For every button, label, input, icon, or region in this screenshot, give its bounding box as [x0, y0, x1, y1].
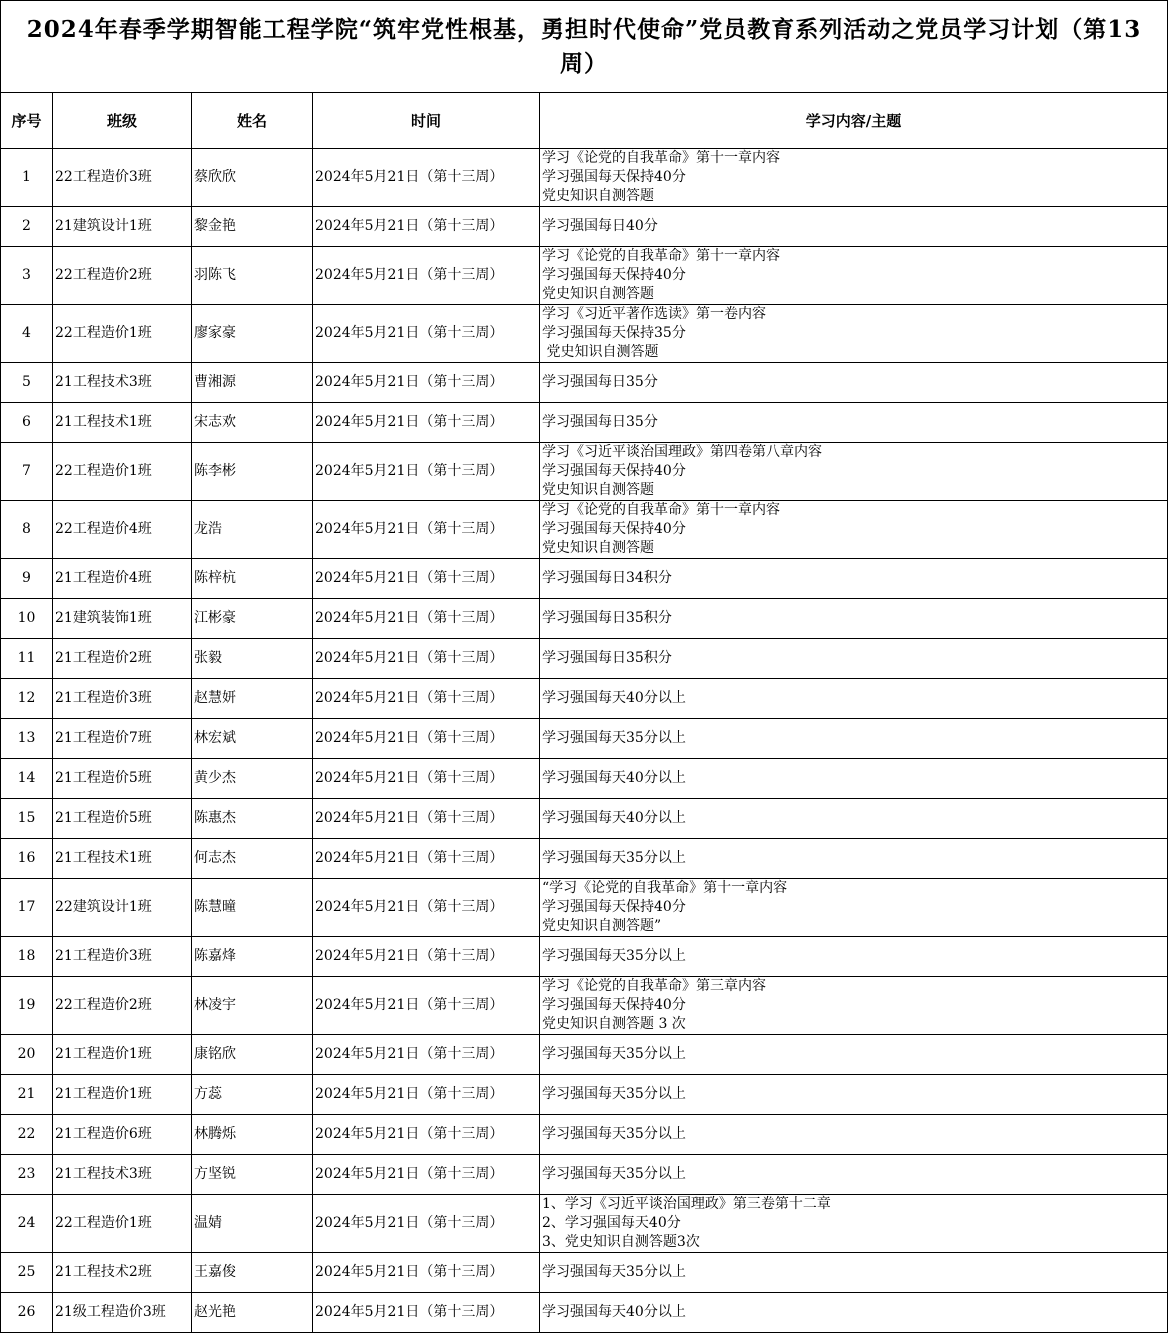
row-time: 2024年5月21日（第十三周） [313, 937, 540, 977]
row-name: 廖家豪 [192, 305, 313, 363]
row-time: 2024年5月21日（第十三周） [313, 759, 540, 799]
table-row [1, 839, 1168, 879]
table-row [1, 305, 1168, 363]
table-row [1, 1293, 1168, 1333]
row-index: 6 [1, 403, 53, 443]
row-index: 15 [1, 799, 53, 839]
row-index: 5 [1, 363, 53, 403]
row-time: 2024年5月21日（第十三周） [313, 799, 540, 839]
row-time: 2024年5月21日（第十三周） [313, 977, 540, 1035]
row-time: 2024年5月21日（第十三周） [313, 1115, 540, 1155]
row-name: 陈嘉烽 [192, 937, 313, 977]
table-row [1, 1253, 1168, 1293]
row-index: 8 [1, 501, 53, 559]
row-name: 方蕊 [192, 1075, 313, 1115]
row-time: 2024年5月21日（第十三周） [313, 1293, 540, 1333]
sheet-title: 2024年春季学期智能工程学院“筑牢党性根基，勇担时代使命”党员教育系列活动之党员学习计划（第13周） [1, 1, 1168, 93]
row-class: 22工程造价1班 [53, 305, 192, 363]
row-index: 21 [1, 1075, 53, 1115]
row-content: 学习《论党的自我革命》第十一章内容 学习强国每天保持40分 党史知识自测答题 [540, 149, 1168, 207]
row-name: 黄少杰 [192, 759, 313, 799]
row-index: 11 [1, 639, 53, 679]
table-row [1, 719, 1168, 759]
table-row [1, 1035, 1168, 1075]
row-name: 张毅 [192, 639, 313, 679]
row-class: 21工程技术1班 [53, 403, 192, 443]
row-content: 学习《论党的自我革命》第十一章内容 学习强国每天保持40分 党史知识自测答题 [540, 247, 1168, 305]
row-name: 温婧 [192, 1195, 313, 1253]
row-time: 2024年5月21日（第十三周） [313, 1035, 540, 1075]
row-content: 学习强国每天35分以上 [540, 1115, 1168, 1155]
row-index: 26 [1, 1293, 53, 1333]
row-class: 21工程技术3班 [53, 363, 192, 403]
row-name: 蔡欣欣 [192, 149, 313, 207]
row-index: 7 [1, 443, 53, 501]
row-name: 羽陈飞 [192, 247, 313, 305]
row-name: 黎金艳 [192, 207, 313, 247]
row-name: 康铭欣 [192, 1035, 313, 1075]
row-name: 林腾烁 [192, 1115, 313, 1155]
row-time: 2024年5月21日（第十三周） [313, 247, 540, 305]
row-content: 学习强国每天35分以上 [540, 1075, 1168, 1115]
table-row [1, 1075, 1168, 1115]
row-content: 学习强国每天35分以上 [540, 719, 1168, 759]
row-index: 10 [1, 599, 53, 639]
row-content: 学习强国每日35分 [540, 363, 1168, 403]
row-class: 21工程造价3班 [53, 679, 192, 719]
row-content: 学习强国每日35积分 [540, 599, 1168, 639]
row-name: 方坚锐 [192, 1155, 313, 1195]
row-content: 学习强国每日34积分 [540, 559, 1168, 599]
row-name: 龙浩 [192, 501, 313, 559]
table-row [1, 759, 1168, 799]
row-index: 16 [1, 839, 53, 879]
row-content: 学习《习近平谈治国理政》第四卷第八章内容 学习强国每天保持40分 党史知识自测答题 [540, 443, 1168, 501]
row-content: 学习强国每天40分以上 [540, 1293, 1168, 1333]
row-name: 林凌宇 [192, 977, 313, 1035]
row-content: 学习强国每天40分以上 [540, 679, 1168, 719]
row-index: 12 [1, 679, 53, 719]
table-row [1, 501, 1168, 559]
table-row [1, 1155, 1168, 1195]
table-row [1, 639, 1168, 679]
row-name: 陈慧曈 [192, 879, 313, 937]
row-name: 赵慧妍 [192, 679, 313, 719]
row-class: 21工程造价7班 [53, 719, 192, 759]
row-class: 22工程造价2班 [53, 977, 192, 1035]
row-index: 25 [1, 1253, 53, 1293]
row-content: “学习《论党的自我革命》第十一章内容 学习强国每天保持40分 党史知识自测答题” [540, 879, 1168, 937]
row-name: 赵光艳 [192, 1293, 313, 1333]
row-time: 2024年5月21日（第十三周） [313, 305, 540, 363]
row-class: 21工程造价6班 [53, 1115, 192, 1155]
row-index: 24 [1, 1195, 53, 1253]
row-class: 22工程造价2班 [53, 247, 192, 305]
row-content: 学习强国每天35分以上 [540, 1253, 1168, 1293]
row-content: 学习《论党的自我革命》第三章内容 学习强国每天保持40分 党史知识自测答题 3 次 [540, 977, 1168, 1035]
row-index: 13 [1, 719, 53, 759]
table-row [1, 599, 1168, 639]
header-content: 学习内容/主题 [540, 93, 1168, 149]
row-index: 14 [1, 759, 53, 799]
table-row [1, 247, 1168, 305]
row-time: 2024年5月21日（第十三周） [313, 149, 540, 207]
row-time: 2024年5月21日（第十三周） [313, 559, 540, 599]
row-class: 21工程造价4班 [53, 559, 192, 599]
row-content: 学习强国每天35分以上 [540, 1155, 1168, 1195]
row-content: 学习强国每日35积分 [540, 639, 1168, 679]
table-row [1, 799, 1168, 839]
table-row [1, 1115, 1168, 1155]
table-row [1, 149, 1168, 207]
row-content: 学习强国每天35分以上 [540, 937, 1168, 977]
row-class: 21工程造价5班 [53, 799, 192, 839]
table-body [1, 149, 1168, 1333]
row-name: 曹湘源 [192, 363, 313, 403]
row-time: 2024年5月21日（第十三周） [313, 363, 540, 403]
table-row [1, 977, 1168, 1035]
row-index: 3 [1, 247, 53, 305]
row-index: 9 [1, 559, 53, 599]
row-time: 2024年5月21日（第十三周） [313, 501, 540, 559]
row-index: 4 [1, 305, 53, 363]
table-row [1, 1195, 1168, 1253]
row-name: 林宏斌 [192, 719, 313, 759]
row-index: 17 [1, 879, 53, 937]
table-row [1, 879, 1168, 937]
row-name: 陈李彬 [192, 443, 313, 501]
table-row [1, 937, 1168, 977]
table-row [1, 363, 1168, 403]
header-time: 时间 [313, 93, 540, 149]
row-content: 学习强国每天35分以上 [540, 839, 1168, 879]
row-content: 学习强国每天40分以上 [540, 799, 1168, 839]
row-time: 2024年5月21日（第十三周） [313, 879, 540, 937]
row-class: 21工程造价3班 [53, 937, 192, 977]
table-row [1, 403, 1168, 443]
row-class: 21工程技术2班 [53, 1253, 192, 1293]
row-class: 22建筑设计1班 [53, 879, 192, 937]
table-row [1, 679, 1168, 719]
row-class: 21工程技术1班 [53, 839, 192, 879]
row-index: 19 [1, 977, 53, 1035]
row-content: 学习强国每日40分 [540, 207, 1168, 247]
row-index: 23 [1, 1155, 53, 1195]
table-row [1, 559, 1168, 599]
row-class: 22工程造价4班 [53, 501, 192, 559]
row-class: 21级工程造价3班 [53, 1293, 192, 1333]
row-class: 21工程造价1班 [53, 1075, 192, 1115]
row-time: 2024年5月21日（第十三周） [313, 403, 540, 443]
row-content: 学习强国每天40分以上 [540, 759, 1168, 799]
row-time: 2024年5月21日（第十三周） [313, 207, 540, 247]
table-header-row [1, 93, 1168, 149]
row-name: 何志杰 [192, 839, 313, 879]
row-class: 21工程造价2班 [53, 639, 192, 679]
row-time: 2024年5月21日（第十三周） [313, 1253, 540, 1293]
row-name: 陈梓杭 [192, 559, 313, 599]
row-content: 学习《习近平著作选读》第一卷内容 学习强国每天保持35分 党史知识自测答题 [540, 305, 1168, 363]
row-time: 2024年5月21日（第十三周） [313, 639, 540, 679]
row-class: 22工程造价1班 [53, 443, 192, 501]
table-row [1, 207, 1168, 247]
row-class: 21工程造价5班 [53, 759, 192, 799]
row-class: 21工程技术3班 [53, 1155, 192, 1195]
row-name: 陈惠杰 [192, 799, 313, 839]
row-class: 21工程造价1班 [53, 1035, 192, 1075]
row-class: 22工程造价1班 [53, 1195, 192, 1253]
row-index: 1 [1, 149, 53, 207]
row-time: 2024年5月21日（第十三周） [313, 719, 540, 759]
row-index: 18 [1, 937, 53, 977]
row-content: 学习《论党的自我革命》第十一章内容 学习强国每天保持40分 党史知识自测答题 [540, 501, 1168, 559]
row-name: 宋志欢 [192, 403, 313, 443]
row-time: 2024年5月21日（第十三周） [313, 443, 540, 501]
row-index: 2 [1, 207, 53, 247]
table-row [1, 443, 1168, 501]
row-time: 2024年5月21日（第十三周） [313, 1075, 540, 1115]
row-index: 22 [1, 1115, 53, 1155]
header-index: 序号 [1, 93, 53, 149]
row-time: 2024年5月21日（第十三周） [313, 839, 540, 879]
header-name: 姓名 [192, 93, 313, 149]
row-content: 学习强国每天35分以上 [540, 1035, 1168, 1075]
row-class: 21建筑装饰1班 [53, 599, 192, 639]
row-class: 22工程造价3班 [53, 149, 192, 207]
row-class: 21建筑设计1班 [53, 207, 192, 247]
row-time: 2024年5月21日（第十三周） [313, 679, 540, 719]
row-content: 1、学习《习近平谈治国理政》第三卷第十二章 2、学习强国每天40分 3、党史知识自测答题3次 [540, 1195, 1168, 1253]
header-class: 班级 [53, 93, 192, 149]
row-time: 2024年5月21日（第十三周） [313, 1195, 540, 1253]
row-content: 学习强国每日35分 [540, 403, 1168, 443]
row-name: 江彬豪 [192, 599, 313, 639]
row-name: 王嘉俊 [192, 1253, 313, 1293]
row-time: 2024年5月21日（第十三周） [313, 1155, 540, 1195]
row-time: 2024年5月21日（第十三周） [313, 599, 540, 639]
row-index: 20 [1, 1035, 53, 1075]
